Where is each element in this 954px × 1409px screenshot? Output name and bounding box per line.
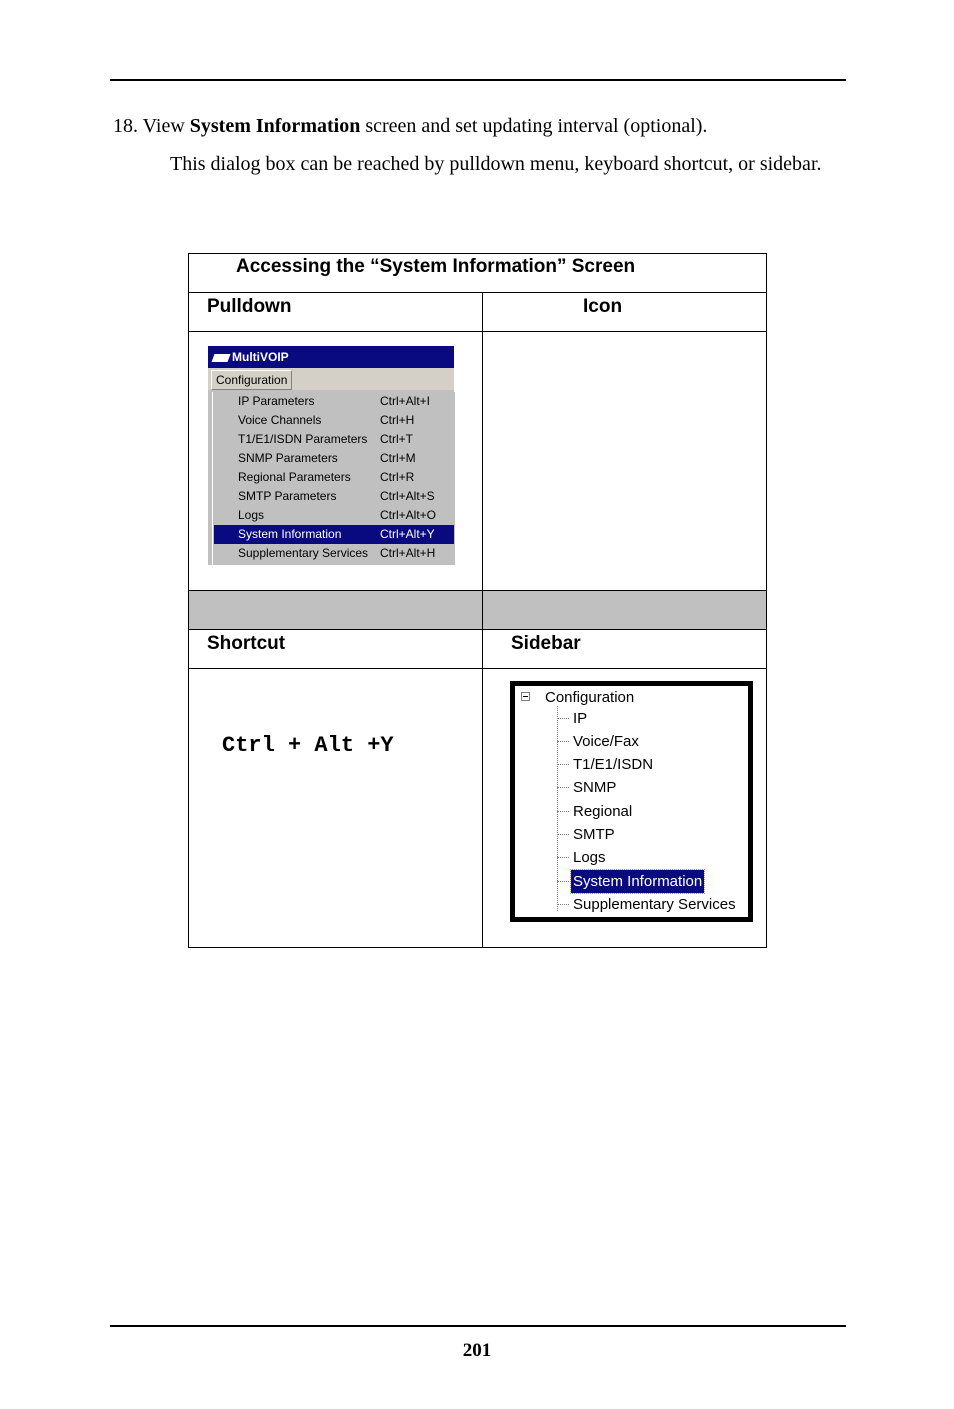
multivoip-logo-icon xyxy=(212,354,231,362)
step-18 xyxy=(113,113,707,139)
menu-item-label: Regional Parameters xyxy=(238,470,351,484)
menu-item-voice-channels[interactable] xyxy=(214,411,454,430)
header-pulldown: Pulldown xyxy=(207,296,292,317)
menu-item-shortcut: Ctrl+Alt+Y xyxy=(380,527,435,541)
menu-item-regional-parameters[interactable] xyxy=(214,468,454,487)
menu-item-label: T1/E1/ISDN Parameters xyxy=(238,432,368,446)
menu-item-label: Supplementary Services xyxy=(238,546,369,560)
bottom-rule xyxy=(110,1325,846,1327)
header-shortcut: Shortcut xyxy=(207,633,286,654)
menu-item-shortcut: Ctrl+Alt+I xyxy=(380,394,431,408)
tree-branch-line xyxy=(557,718,569,719)
tree-branch-line xyxy=(557,881,569,882)
menu-item-label: SMTP Parameters xyxy=(238,489,337,503)
pulldown-menu-screenshot xyxy=(208,346,454,565)
menu-item-shortcut: Ctrl+M xyxy=(380,451,416,465)
page-number: 201 xyxy=(462,1340,492,1361)
step-lead: View xyxy=(142,115,185,137)
gray-separator-row xyxy=(189,591,766,629)
menu-item-shortcut: Ctrl+Alt+S xyxy=(380,489,435,503)
tree-branch-line xyxy=(557,811,569,812)
menu-item-logs[interactable] xyxy=(214,506,454,525)
menu-item-label: Logs xyxy=(238,508,265,522)
menu-bar xyxy=(208,368,454,390)
menu-item-snmp-parameters[interactable] xyxy=(214,449,454,468)
tree-branch-line xyxy=(557,787,569,788)
menu-item-shortcut: Ctrl+Alt+H xyxy=(380,546,436,560)
configuration-dropdown xyxy=(212,392,455,565)
table-title: Accessing the “System Information” Screen xyxy=(236,256,636,277)
top-rule xyxy=(110,79,846,81)
menu-item-t1-e1-isdn[interactable] xyxy=(214,430,454,449)
menu-item-smtp-parameters[interactable] xyxy=(214,487,454,506)
tree-node-label: Voice/Fax xyxy=(573,733,639,750)
menu-item-shortcut: Ctrl+R xyxy=(380,470,415,484)
menu-item-label: Voice Channels xyxy=(238,413,322,427)
tree-root-configuration[interactable]: Configuration xyxy=(545,689,635,706)
tree-node-label: Supplementary Services xyxy=(573,896,736,913)
header-icon: Icon xyxy=(583,296,623,317)
row-divider xyxy=(189,668,766,669)
menu-item-label: IP Parameters xyxy=(238,394,315,408)
menu-item-label: System Information xyxy=(238,527,342,541)
step-rest: screen and set updating interval (optional). xyxy=(365,115,708,137)
tree-node-label: T1/E1/ISDN xyxy=(573,756,654,773)
row-divider xyxy=(189,629,766,630)
collapse-minus-icon[interactable] xyxy=(521,692,530,701)
intro-paragraph: This dialog box can be reached by pulldown menu, keyboard shortcut, or sidebar. xyxy=(170,153,822,175)
tree-node-label: Regional xyxy=(573,803,633,820)
tree-node-label: SNMP xyxy=(573,779,617,796)
menu-item-label: SNMP Parameters xyxy=(238,451,338,465)
menu-item-shortcut: Ctrl+T xyxy=(380,432,413,446)
menu-item-supplementary-services[interactable] xyxy=(214,544,454,563)
step-bold-term: System Information xyxy=(189,115,361,137)
step-number: 18. xyxy=(113,115,138,137)
sidebar-tree-screenshot xyxy=(510,681,753,922)
tree-branch-line xyxy=(557,741,569,742)
menu-item-system-information[interactable] xyxy=(214,525,454,544)
header-sidebar: Sidebar xyxy=(511,633,581,654)
tree-branch-line xyxy=(557,857,569,858)
menu-item-shortcut: Ctrl+Alt+O xyxy=(380,508,437,522)
tree-node-label: IP xyxy=(573,710,588,727)
column-divider xyxy=(482,292,483,948)
tree-node-label: Logs xyxy=(573,849,606,866)
tree-node-label: System Information xyxy=(571,870,704,893)
tree-branch-line xyxy=(557,904,569,905)
row-divider xyxy=(189,331,766,332)
row-divider xyxy=(189,292,766,293)
menu-item-ip-parameters[interactable] xyxy=(214,392,454,411)
menu-configuration[interactable]: Configuration xyxy=(211,370,292,390)
app-title: MultiVOIP xyxy=(232,350,289,364)
tree-node-label: SMTP xyxy=(573,826,615,843)
tree-branch-line xyxy=(557,834,569,835)
menu-item-shortcut: Ctrl+H xyxy=(380,413,415,427)
tree-branch-line xyxy=(557,764,569,765)
keyboard-shortcut-text: Ctrl + Alt +Y xyxy=(222,733,394,758)
app-titlebar xyxy=(208,346,454,368)
